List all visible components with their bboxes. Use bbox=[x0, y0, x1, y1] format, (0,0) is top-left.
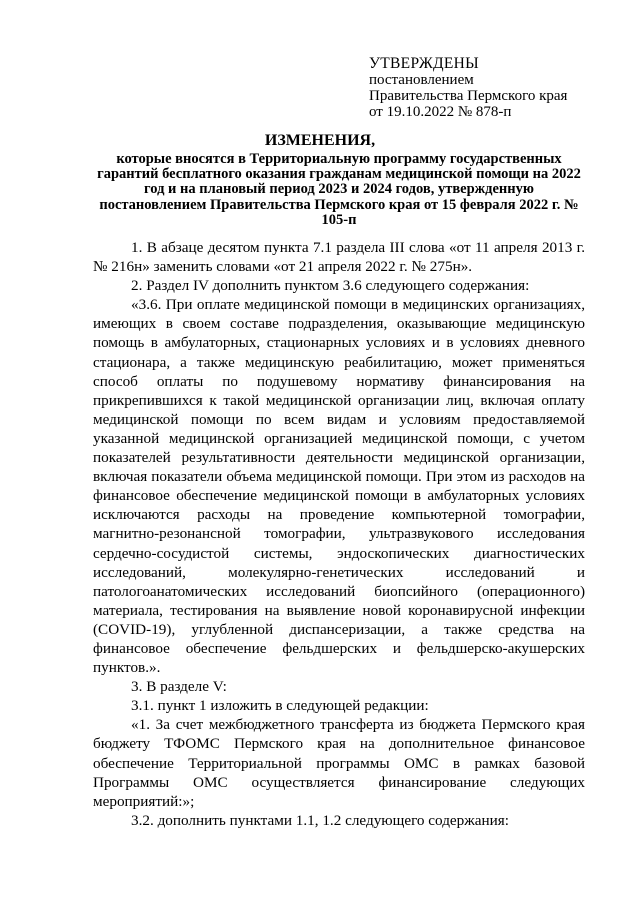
approved-heading: УТВЕРЖДЕНЫ bbox=[369, 55, 479, 72]
paragraph-4: 3. В разделе V: bbox=[131, 678, 227, 696]
document-title: ИЗМЕНЕНИЯ, bbox=[264, 132, 376, 149]
paragraph-7: 3.2. дополнить пунктами 1.1, 1.2 следующего содержания: bbox=[131, 811, 509, 829]
approved-by-decree: постановлением bbox=[369, 72, 474, 88]
paragraph-3: «3.6. При оплате медицинской помощи в медицинских организациях, имеющих в своем составе подразделения, оказывающие медицинскую помощь в амбулаторных, стационарных условиях и в условиях дневного стационара, а также медицинскую реабилитацию, может применяться способ оплаты по подушевому нормативу финансирования на прикрепившихся к такой медицинской организации лиц, включая оплату медицинской помощи по всем видам и условиям предоставляемой указанной медицинской организацией медицинской помощи, с учетом показателей результативности деятельности медицинской организации, включая показатели объема медицинской помощи. При этом из расходов на финансовое обеспечение медицинской помощи в амбулаторных условиях исключаются расходы на проведение компьютерной томографии, магнитно-резонансной томографии, ультразвукового исследования сердечно-сосудистой системы, эндоскопических диагностических исследований, молекулярно-генетических исследований и патологоанатомических исследований биопсийного (операционного) материала, тестирования на выявление новой коронавирусной инфекции (COVID-19), углубленной диспансеризации, а также средства на финансовое обеспечение фельдшерских и фельдшерско-акушерских пунктов.». bbox=[93, 296, 585, 677]
approved-date-number: от 19.10.2022 № 878-п bbox=[369, 104, 512, 120]
approval-block bbox=[369, 56, 567, 120]
document-subtitle: которые вносятся в Территориальную программу государственных гарантий бесплатного оказания гражданам медицинской помощи на 2022 год и на плановый период 2023 и 2024 годов, утвержденную постановлением Правительства Пермского края от 15 февраля 2022 г. № 105-п bbox=[97, 151, 581, 228]
paragraph-6: «1. За счет межбюджетного трансферта из бюджета Пермского края бюджету ТФОМС Пермского края на дополнительное финансовое обеспечение Территориальной программы ОМС в рамках базовой Программы ОМС осуществляется финансирование следующих мероприятий:»; bbox=[93, 716, 585, 810]
paragraph-2: 2. Раздел IV дополнить пунктом 3.6 следующего содержания: bbox=[131, 277, 530, 295]
paragraph-5: 3.1. пункт 1 изложить в следующей редакции: bbox=[131, 697, 429, 715]
approved-government: Правительства Пермского края bbox=[369, 88, 568, 104]
document-body bbox=[93, 238, 585, 830]
paragraph-1: 1. В абзаце десятом пункта 7.1 раздела III слова «от 11 апреля 2013 г. № 216н» заменить словами «от 21 апреля 2022 г. № 275н». bbox=[93, 239, 585, 276]
